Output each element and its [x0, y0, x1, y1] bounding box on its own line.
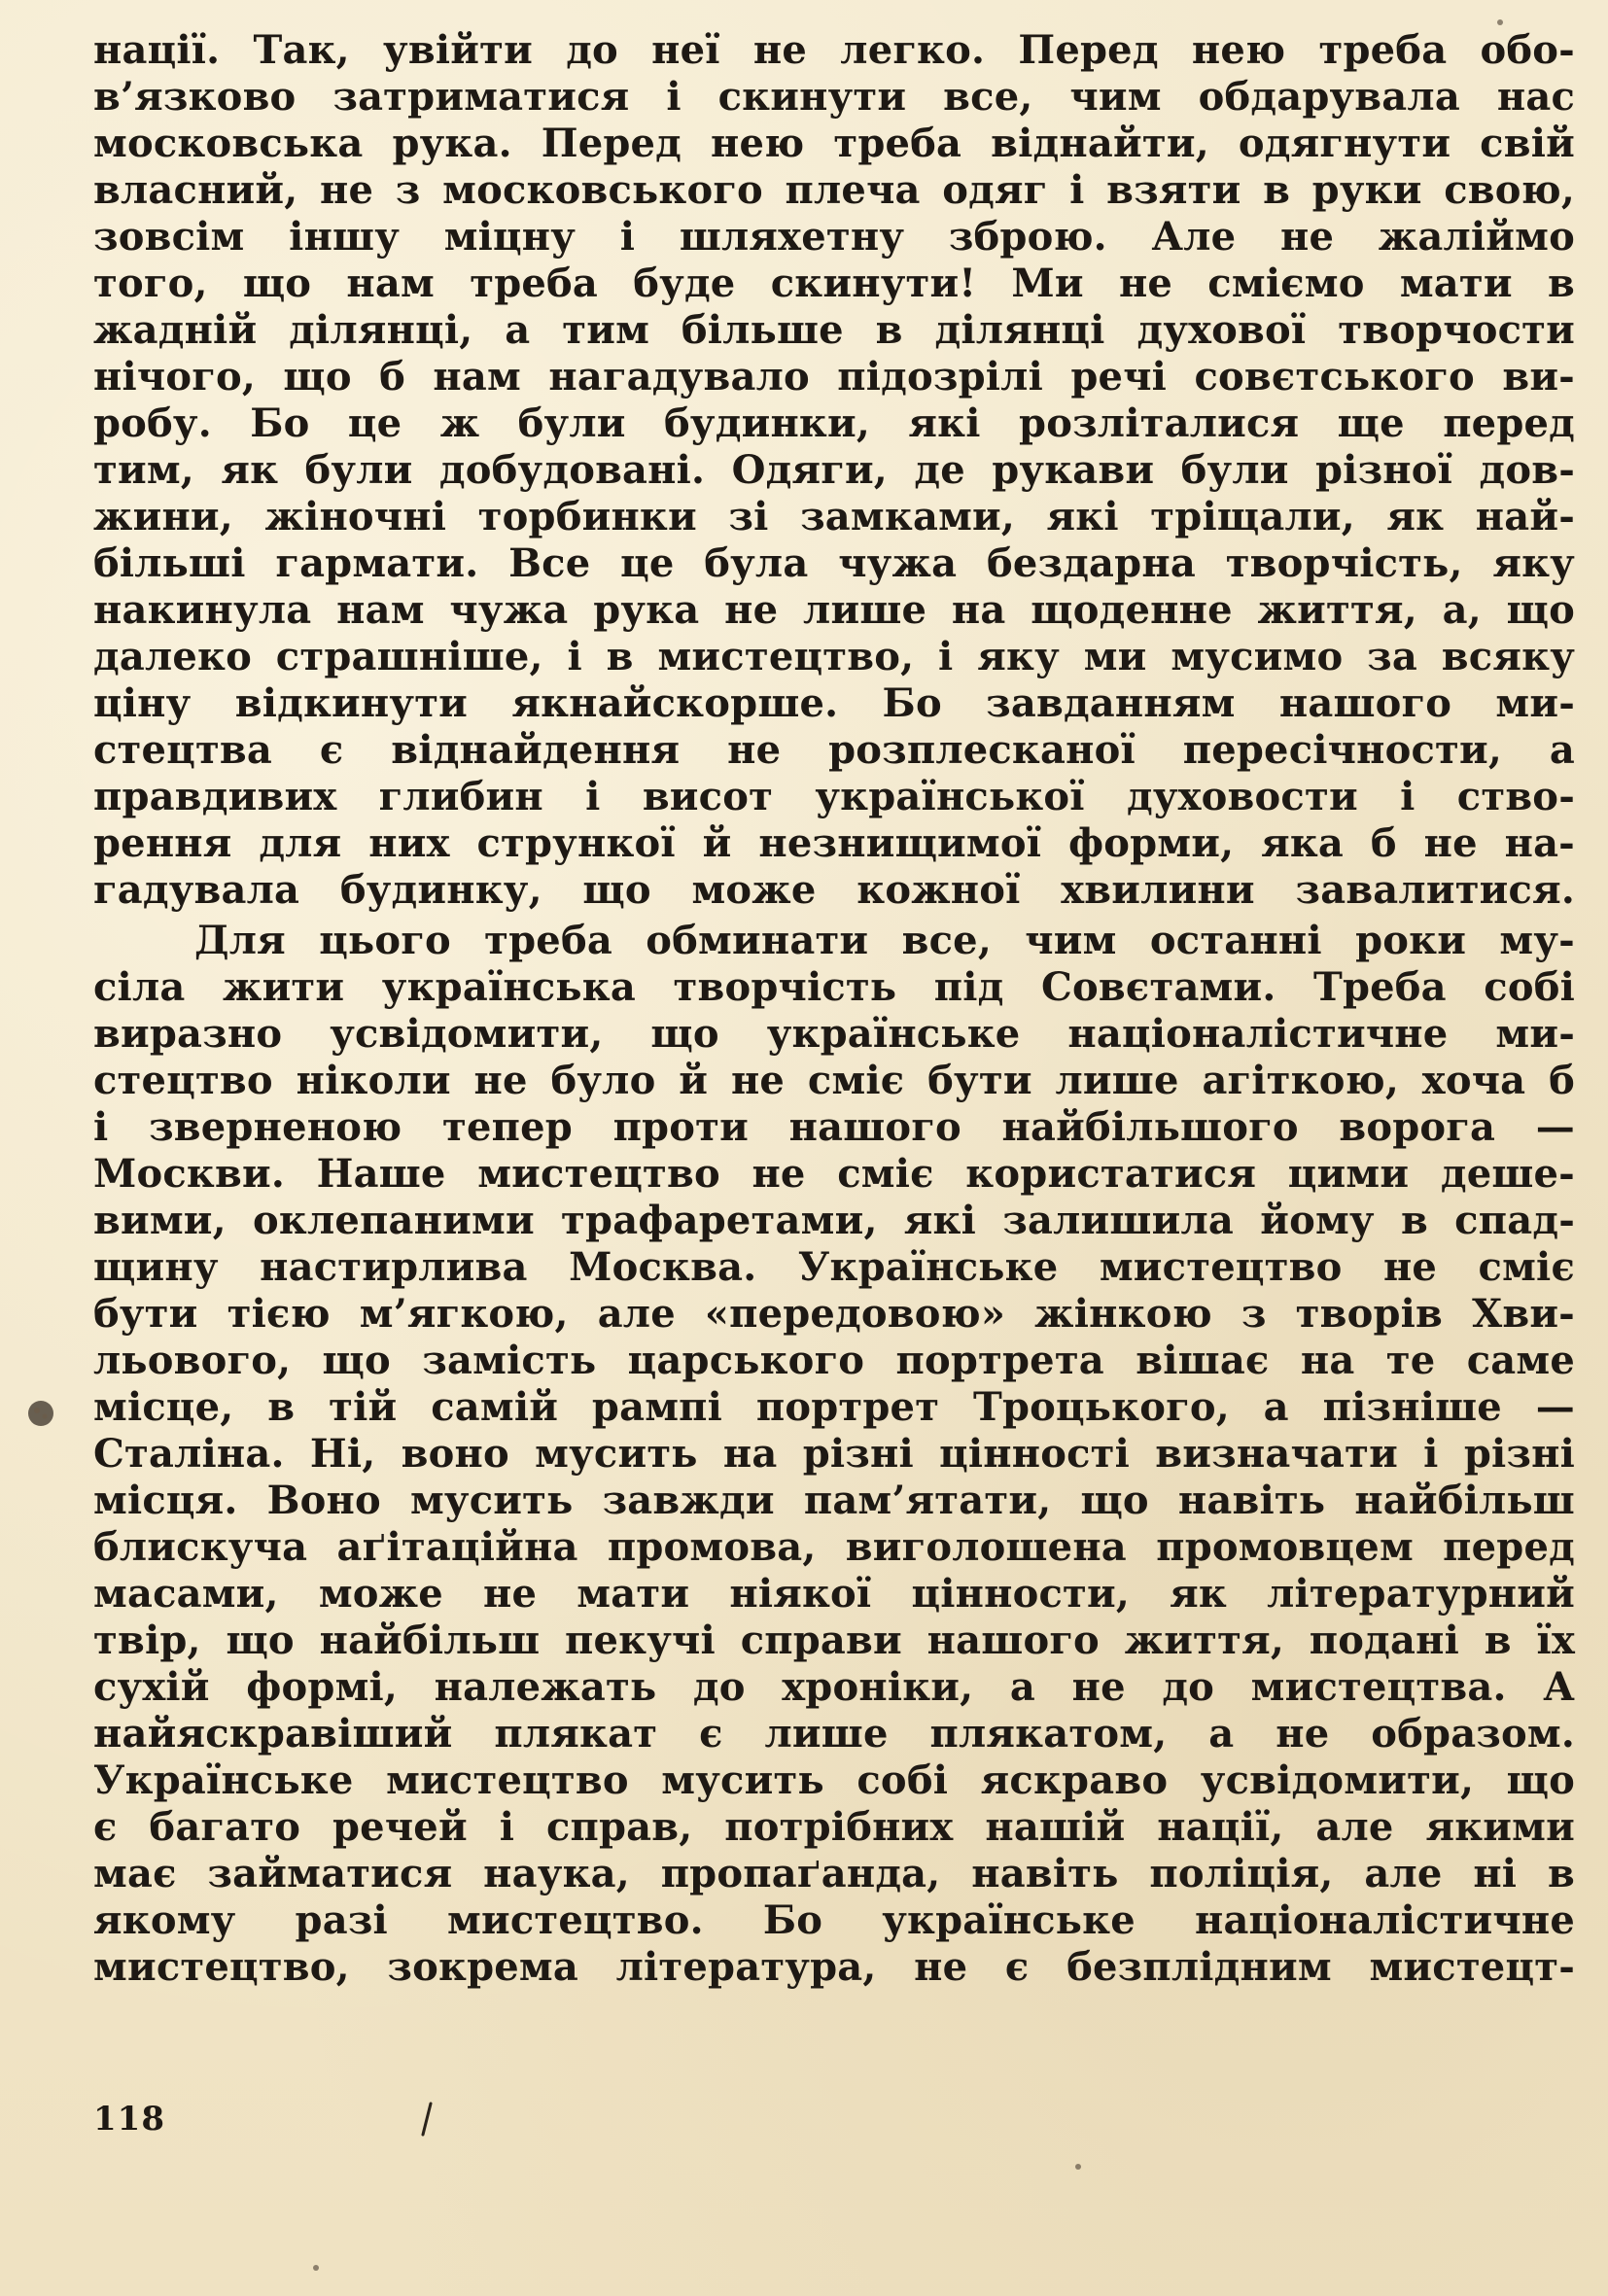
paper-speck [313, 2265, 319, 2271]
text-line: місце, в тій самій рампі портрет Троцького, а пізніше — [93, 1384, 1575, 1430]
text-line: правдивих глибин і висот української духовости і ство- [93, 774, 1575, 819]
text-line: щину настирлива Москва. Українське мистецтво не сміє [93, 1244, 1575, 1290]
text-line: є багато речей і справ, потрібних нашій нації, але якими [93, 1804, 1575, 1850]
text-line: сіла жити українська творчість під Совєтами. Треба собі [93, 964, 1575, 1010]
ink-blot-mark [23, 1396, 58, 1431]
paper-speck [1075, 2164, 1081, 2170]
body-text [93, 27, 1575, 1991]
text-line: більші гармати. Все це була чужа бездарна творчість, яку [93, 540, 1575, 586]
text-line: і зверненою тепер проти нашого найбільшого ворога — [93, 1104, 1575, 1150]
text-line: нічого, що б нам нагадувало підозрілі речі совєтського ви- [93, 354, 1575, 400]
text-line: якому разі мистецтво. Бо українське націоналістичне [93, 1897, 1575, 1943]
text-line: накинула нам чужа рука не лише на щоденне життя, а, що [93, 587, 1575, 633]
text-line: власний, не з московського плеча одяг і взяти в руки свою, [93, 167, 1575, 213]
text-line: Сталіна. Ні, воно мусить на різні цінності визначати і різні [93, 1431, 1575, 1477]
text-line: місця. Воно мусить завжди пам’ятати, що навіть найбільш [93, 1478, 1575, 1523]
text-line: сухій формі, належать до хроніки, а не до мистецтва. А [93, 1664, 1575, 1710]
text-line: має займатися наука, пропаґанда, навіть поліція, але ні в [93, 1851, 1575, 1896]
text-line: жини, жіночні торбинки зі замками, які тріщали, як най- [93, 494, 1575, 539]
text-line: того, що нам треба буде скинути! Ми не сміємо мати в [93, 261, 1575, 306]
text-line: стецтва є віднайдення не розплесканої пересічности, а [93, 727, 1575, 773]
text-line: далеко страшніше, і в мистецтво, і яку ми мусимо за всяку [93, 634, 1575, 679]
text-line: бути тією м’ягкою, але «передовою» жінкою з творів Хви- [93, 1291, 1575, 1337]
text-line: жадній ділянці, а тим більше в ділянці духової творчости [93, 307, 1575, 353]
text-line: рення для них стрункої й незнищимої форми, яка б не на- [93, 820, 1575, 866]
text-line: в’язково затриматися і скинути все, чим обдарувала нас [93, 74, 1575, 120]
text-line: льового, що замість царського портрета вішає на те саме [93, 1338, 1575, 1383]
text-line: нації. Так, увійти до неї не легко. Перед нею треба обо- [93, 27, 1575, 73]
pen-stroke-mark [420, 2102, 434, 2137]
text-line: найяскравіший плякат є лише плякатом, а не образом. [93, 1711, 1575, 1757]
text-line: зовсім іншу міцну і шляхетну зброю. Але не жаліймо [93, 214, 1575, 260]
text-line: ціну відкинути якнайскорше. Бо завданням нашого ми- [93, 680, 1575, 726]
text-line: масами, може не мати ніякої цінности, як літературний [93, 1571, 1575, 1617]
text-line: виразно усвідомити, що українське націоналістичне ми- [93, 1011, 1575, 1057]
text-line: стецтво ніколи не було й не сміє бути лише агіткою, хоча б [93, 1058, 1575, 1103]
page-number: 118 [93, 2100, 165, 2139]
text-line: тим, як були добудовані. Одяги, де рукави були різної дов- [93, 447, 1575, 493]
text-line: вими, оклепаними трафаретами, які залишила йому в спад- [93, 1198, 1575, 1243]
text-line: твір, що найбільш пекучі справи нашого життя, подані в їх [93, 1618, 1575, 1663]
text-line: Для цього треба обминати все, чим останні роки му- [194, 918, 1575, 963]
text-line: робу. Бо це ж були будинки, які розліталися ще перед [93, 400, 1575, 446]
text-line: блискуча аґітаційна промова, виголошена промовцем перед [93, 1524, 1575, 1570]
paragraph-2 [93, 918, 1575, 1991]
text-line: гадувала будинку, що може кожної хвилини завалитися. [93, 867, 1575, 913]
text-line: Москви. Наше мистецтво не сміє користатися цими деше- [93, 1151, 1575, 1197]
paper-speck [1497, 19, 1503, 25]
text-line: Українське мистецтво мусить собі яскраво усвідомити, що [93, 1757, 1575, 1803]
text-line: московська рука. Перед нею треба віднайти, одягнути свій [93, 121, 1575, 166]
text-line: мистецтво, зокрема література, не є безплідним мистецт- [93, 1944, 1575, 1990]
paragraph-1 [93, 27, 1575, 914]
